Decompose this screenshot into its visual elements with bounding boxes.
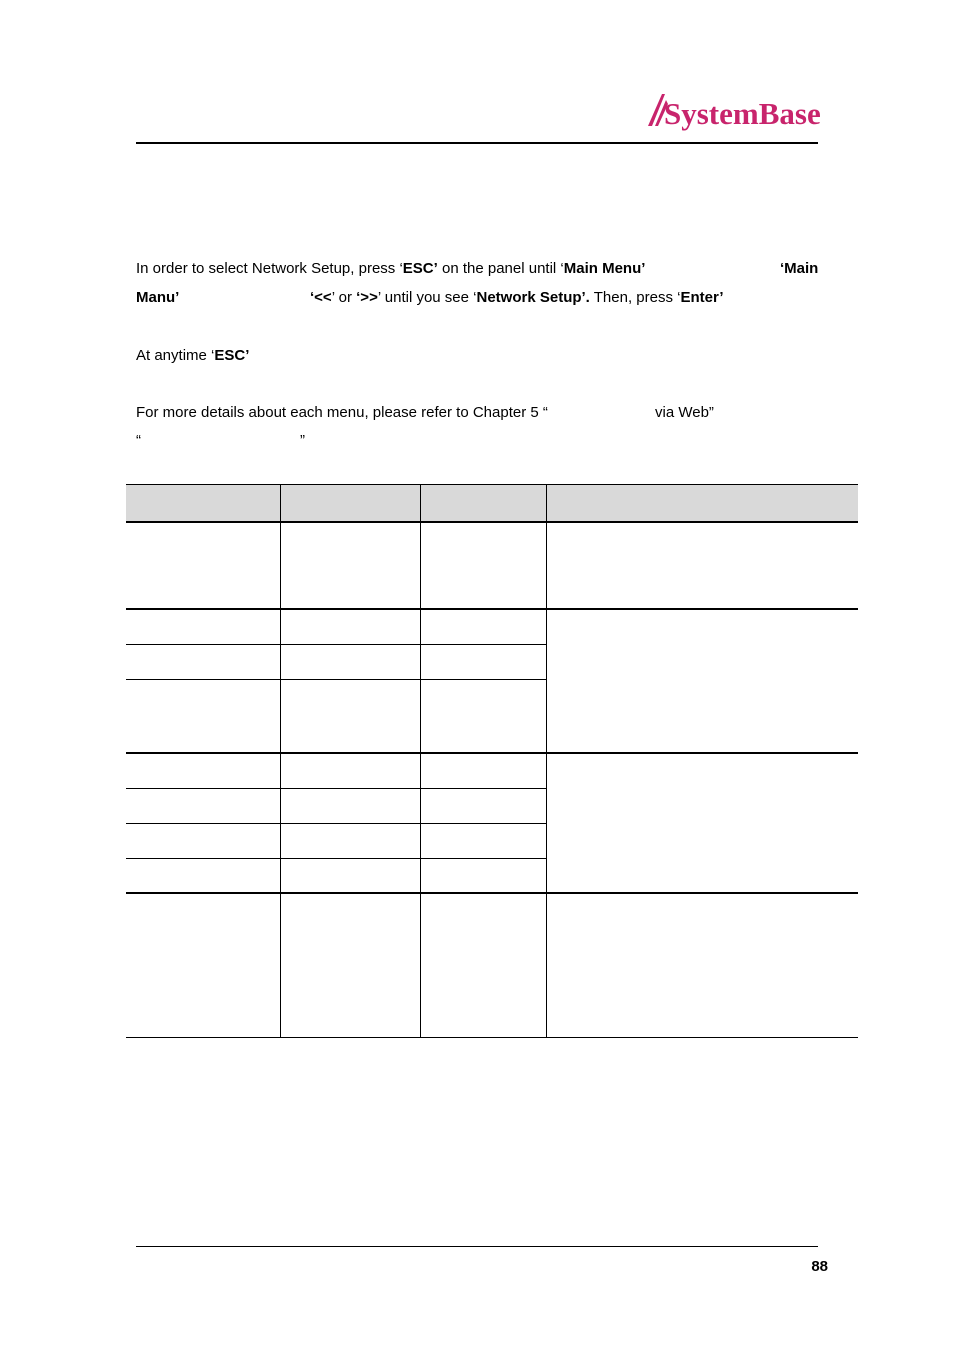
table-cell [126, 522, 280, 609]
logo-text: SystemBase [664, 96, 821, 131]
key-esc: ESC’ [214, 347, 250, 364]
text-run: ’ until you see ‘ [377, 289, 477, 306]
key-next: ‘>> [356, 289, 378, 306]
table-cell [280, 679, 420, 753]
text-run: via Web” [655, 404, 714, 421]
table-header-cell [546, 485, 858, 523]
table-cell [546, 893, 858, 1037]
quote-open: “ [136, 432, 141, 449]
table-cell [280, 858, 420, 893]
table-cell [420, 823, 546, 858]
table-cell [420, 522, 546, 609]
page-number: 88 [811, 1258, 828, 1275]
main-term: ‘Main [780, 260, 819, 277]
table-cell [420, 609, 546, 644]
network-setup-term: Network Setup’. [476, 289, 590, 306]
table-cell [546, 522, 858, 609]
table-cell [126, 679, 280, 753]
key-esc: ESC’ [402, 260, 438, 277]
intro-line2 [136, 283, 179, 312]
key-prev: ‘<< [310, 289, 332, 306]
table-cell [280, 823, 420, 858]
intro-paragraph [136, 254, 645, 283]
table-cell [420, 893, 546, 1037]
text-run: ’ or [331, 289, 357, 306]
table-row [126, 893, 858, 1037]
table-cell [280, 893, 420, 1037]
table-cell [126, 823, 280, 858]
table-cell [420, 858, 546, 893]
details-paragraph [136, 398, 548, 427]
table-cell [126, 609, 280, 644]
table-cell [420, 644, 546, 679]
table-cell [126, 893, 280, 1037]
footer-rule [136, 1246, 818, 1247]
table-row [126, 522, 858, 609]
manu-term: Manu’ [136, 289, 180, 306]
text-run: on the panel until ‘ [437, 260, 564, 277]
table-cell [420, 753, 546, 788]
table-cell [420, 679, 546, 753]
key-enter: Enter’ [680, 289, 724, 306]
header-rule [136, 142, 818, 144]
anytime-paragraph [136, 341, 249, 370]
table-cell [546, 753, 858, 893]
table-header-row [126, 485, 858, 523]
main-menu-term: Main Menu’ [563, 260, 646, 277]
table-cell [280, 753, 420, 788]
table-cell [126, 858, 280, 893]
table-header-cell [420, 485, 546, 523]
table-cell [280, 788, 420, 823]
table-cell [280, 522, 420, 609]
table-cell [280, 644, 420, 679]
table-header-cell [280, 485, 420, 523]
text-run: For more details about each menu, please refer to Chapter 5 “ [136, 404, 548, 421]
text-run: At anytime ‘ [136, 347, 215, 364]
text-run: In order to select Network Setup, press ‘ [136, 260, 403, 277]
table-cell [126, 788, 280, 823]
text-run: Then, press ‘ [589, 289, 681, 306]
table-cell [546, 609, 858, 753]
table-cell [126, 753, 280, 788]
systembase-logo [646, 88, 822, 132]
table-cell [126, 644, 280, 679]
menu-table [126, 484, 858, 1038]
table-cell [420, 788, 546, 823]
table-header-cell [126, 485, 280, 523]
table-cell [280, 609, 420, 644]
quote-close: ” [300, 432, 305, 449]
table-row [126, 609, 858, 644]
table-row [126, 753, 858, 788]
intro-line2-rest [310, 283, 724, 312]
